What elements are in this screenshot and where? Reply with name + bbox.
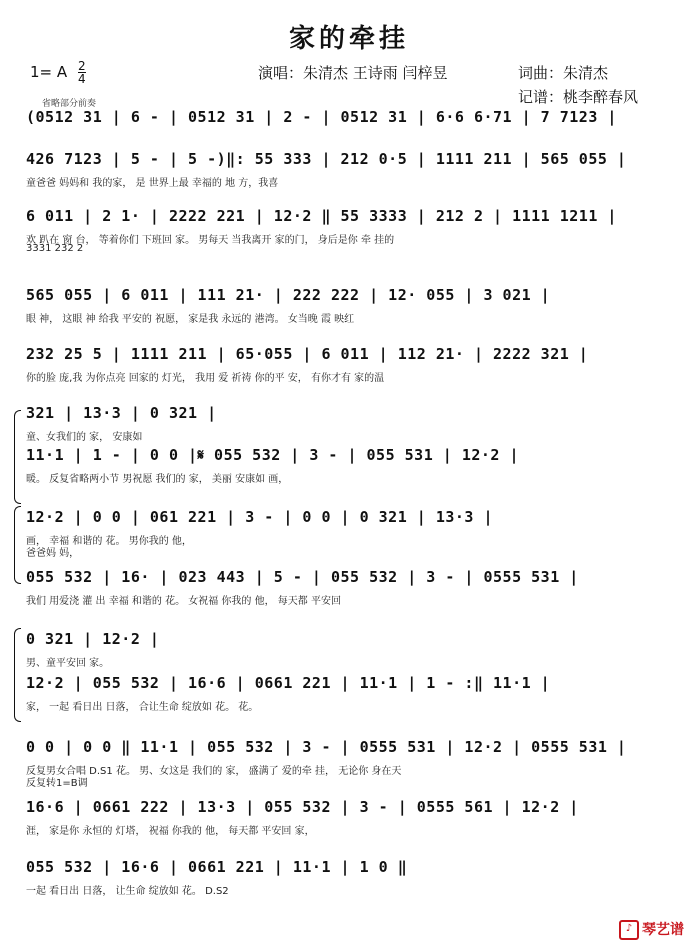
notation-line: (0512 31 | 6 - | 0512 31 | 2 - | 0512 31 | 6·6 6·71 | 7 7123 | [26, 108, 617, 126]
notation-line: 565 055 | 6 011 | 111 21· | 222 222 | 12· 055 | 3 021 | [26, 286, 551, 304]
score-row [26, 798, 676, 848]
key-label: 1= A [30, 63, 68, 81]
logo-text: 琴艺谱 [642, 922, 684, 938]
time-signature [78, 60, 86, 85]
lyrics-line: 男、童平安回 家。 [26, 658, 110, 669]
score-row [26, 345, 676, 395]
notation-line: 16·6 | 0661 222 | 13·3 | 055 532 | 3 - | 0555 561 | 12·2 | [26, 798, 579, 816]
lyrics-line: 一起 看日出 日落， 让生命 绽放如 花。 D.S2 [26, 886, 229, 897]
notation-line: 12·2 | 0 0 | 061 221 | 3 - | 0 0 | 0 321 | 13·3 | [26, 508, 494, 526]
lyrics-line: 我们 用爱浇 灌 出 幸福 和谐的 花。 女祝福 你我的 他， 每天都 平安回 [26, 596, 341, 607]
score-row [26, 630, 676, 680]
score-row [26, 207, 676, 257]
brace [14, 506, 21, 584]
notation-line: 0 0 | 0 0 ‖ 11·1 | 055 532 | 3 - | 0555 531 | 12·2 | 0555 531 | [26, 738, 627, 756]
score-row [26, 738, 676, 788]
notation-line: 11·1 | 1 - | 0 0 |𝄋 055 532 | 3 - | 055 531 | 12·2 | [26, 446, 520, 464]
score-row [26, 508, 676, 558]
logo-icon: ♪ [619, 920, 639, 940]
notation-line: 426 7123 | 5 - | 5 -)‖: 55 333 | 212 0·5 | 1111 211 | 565 055 | [26, 150, 627, 168]
logo [619, 919, 684, 940]
notation-line: 232 25 5 | 1111 211 | 65·055 | 6 011 | 112 21· | 2222 321 | [26, 345, 589, 363]
lyrics-line-secondary: 爸爸妈 妈， [26, 548, 80, 559]
writer: 词曲：朱清杰 [518, 64, 609, 82]
lyrics-line: 画， 幸福 和谐的 花。 男你我的 他， [26, 536, 192, 547]
score-row [26, 446, 676, 496]
lyrics-line: 你的脸 庞,我 为你点亮 回家的 灯光， 我用 爱 祈祷 你的平 安， 有你才有 家的温 [26, 373, 385, 384]
lyrics-line: 家， 一起 看日出 日落， 合让生命 绽放如 花。 花。 [26, 702, 259, 713]
notation-line: 0 321 | 12·2 | [26, 630, 160, 648]
lyrics-line: 反复男女合唱 D.S1 花。 男、女这是 我们的 家， 盛满了 爱的牵 挂， 无论你 身在天 [26, 766, 402, 777]
time-bottom: 4 [77, 72, 86, 86]
notation-line: 6 011 | 2 1· | 2222 221 | 12·2 ‖ 55 3333 | 212 2 | 1111 1211 | [26, 207, 617, 225]
score-row [26, 286, 676, 336]
score-row [26, 674, 676, 724]
lyrics-line: 童、女我们的 家， 安康如 [26, 432, 143, 443]
lyrics-line: 童爸爸 妈妈和 我的家， 是 世界上最 幸福的 地 方，我喜 [26, 178, 279, 189]
notation-line: 321 | 13·3 | 0 321 | [26, 404, 217, 422]
key-signature [30, 60, 86, 85]
lyrics-line: 暖。 反复省略两小节 男祝愿 我们的 家， 美丽 安康如 画， [26, 474, 289, 485]
song-title: 家的牵挂 [288, 24, 409, 54]
score-row [26, 858, 676, 908]
lyrics-line: 欢 趴在 窗 台， 等着你们 下班回 家。 男每天 当我离开 家的门， 身后是你 牵 挂的 [26, 235, 395, 246]
lyrics-line-secondary: 3331 232 2 [26, 243, 84, 254]
brace [14, 628, 21, 722]
time-top: 2 [77, 59, 86, 73]
intro-note: 省略部分前奏 [42, 99, 97, 109]
lyrics-line-secondary: 反复转1=B调 [26, 778, 88, 789]
notation-line: 055 532 | 16·6 | 0661 221 | 11·1 | 1 0 ‖ [26, 858, 408, 876]
score-row [26, 568, 676, 618]
notation-line: 12·2 | 055 532 | 16·6 | 0661 221 | 11·1 | 1 - :‖ 11·1 | [26, 674, 551, 692]
lyrics-line: 涯， 家是你 永恒的 灯塔， 祝福 你我的 他， 每天都 平安回 家， [26, 826, 315, 837]
transcriber: 记谱：桃李醉春风 [518, 88, 639, 106]
brace [14, 410, 21, 504]
notation-line: 055 532 | 16· | 023 443 | 5 - | 055 532 | 3 - | 0555 531 | [26, 568, 579, 586]
singers: 演唱：朱清杰 王诗雨 闫梓昱 [258, 64, 448, 82]
lyrics-line: 眼 神， 这眼 神 给我 平安的 祝愿， 家是我 永远的 港湾。 女当晚 霞 映红 [26, 314, 355, 325]
score-row [26, 150, 676, 200]
